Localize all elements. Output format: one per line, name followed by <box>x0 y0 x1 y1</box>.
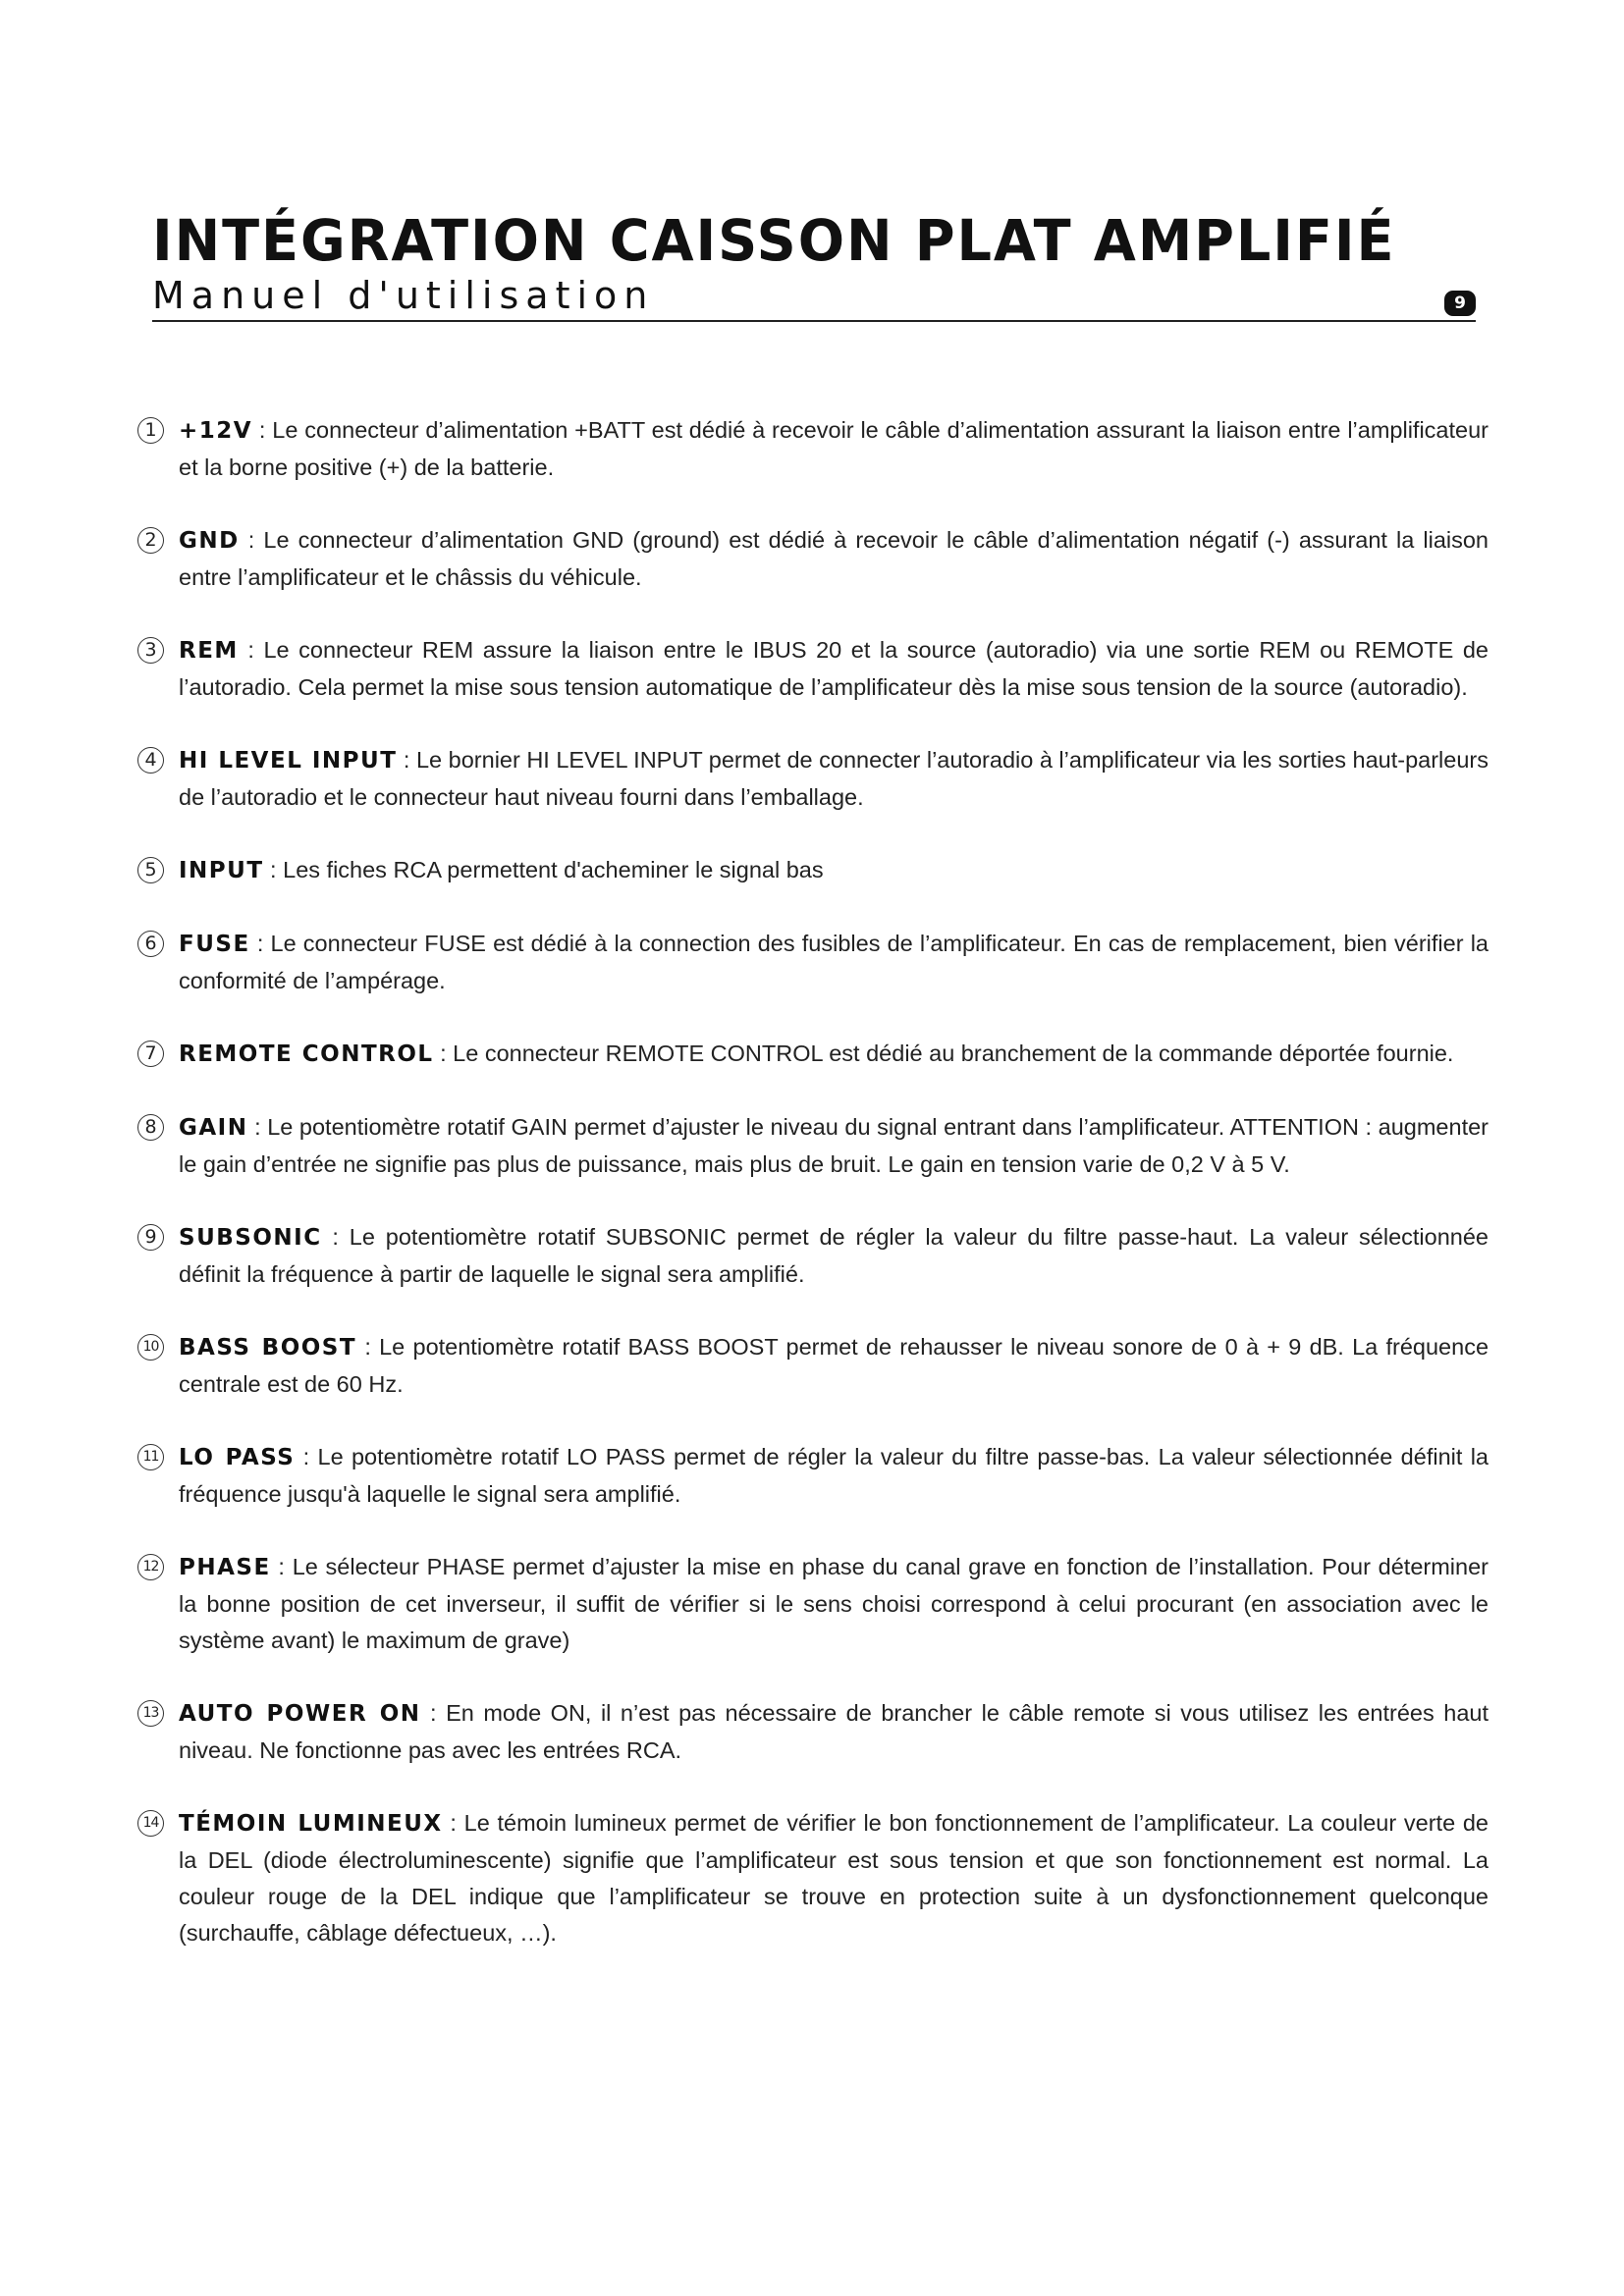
item-separator: : <box>295 1444 318 1469</box>
item-term: INPUT <box>179 858 264 883</box>
item-number-13: 13 <box>137 1700 164 1727</box>
item-number-11: 11 <box>137 1444 164 1470</box>
item-separator: : <box>239 527 264 553</box>
list-item-4 <box>137 742 1489 816</box>
list-item-12 <box>137 1549 1489 1659</box>
item-separator: : <box>397 747 416 773</box>
list-item-14 <box>137 1805 1489 1951</box>
list-item-6 <box>137 926 1489 999</box>
list-item-13 <box>137 1695 1489 1769</box>
item-number-3: 3 <box>137 637 164 664</box>
item-number-10: 10 <box>137 1334 164 1361</box>
item-separator: : <box>356 1334 380 1360</box>
subtitle-row <box>152 273 1476 322</box>
item-separator: : <box>247 1114 268 1140</box>
item-number-14: 14 <box>137 1810 164 1837</box>
item-number-1: 1 <box>137 417 164 444</box>
item-description: Le sélecteur PHASE permet d’ajuster la mise en phase du canal grave en fonction de l’installation. Pour déterminer la bonne position de cet inverseur, il suffit de vérifier si le sens choisi correspond à celui procurant (en association avec le système avant) le maximum de grave) <box>179 1554 1489 1653</box>
item-description: En mode ON, il n’est pas nécessaire de brancher le câble remote si vous utilisez les entrées haut niveau. Ne fonctionne pas avec les entrées RCA. <box>179 1700 1489 1763</box>
item-term: +12V <box>179 418 253 444</box>
item-description: Le connecteur d’alimentation GND (ground) est dédié à recevoir le câble d’alimentation négatif (-) assurant la liaison entre l’amplificateur et le châssis du véhicule. <box>179 527 1489 590</box>
list-item-10 <box>137 1329 1489 1403</box>
item-term: AUTO POWER ON <box>179 1701 421 1727</box>
list-item-5 <box>137 852 1489 889</box>
item-term: REMOTE CONTROL <box>179 1041 434 1067</box>
list-item-1 <box>137 412 1489 486</box>
item-description: Les fiches RCA permettent d'acheminer le signal bas <box>283 857 824 882</box>
item-separator: : <box>321 1224 350 1250</box>
item-separator: : <box>420 1700 447 1726</box>
item-separator: : <box>252 417 273 443</box>
item-term: GND <box>179 528 240 554</box>
item-description: Le potentiomètre rotatif SUBSONIC permet de régler la valeur du filtre passe-haut. La valeur sélectionnée définit la fréquence à partir de laquelle le signal sera amplifié. <box>179 1224 1489 1287</box>
item-description: Le connecteur REM assure la liaison entre le IBUS 20 et la source (autoradio) via une sortie REM ou REMOTE de l’autoradio. Cela permet la mise sous tension automatique de l’amplificateur dès la mise sous tension de la source (autoradio). <box>179 637 1489 700</box>
item-term: REM <box>179 638 239 664</box>
item-number-2: 2 <box>137 527 164 554</box>
page-number-badge: 9 <box>1444 291 1476 316</box>
list-item-3 <box>137 632 1489 706</box>
item-description: Le potentiomètre rotatif LO PASS permet de régler la valeur du filtre passe-bas. La valeur sélectionnée définit la fréquence jusqu'à laquelle le signal sera amplifié. <box>179 1444 1489 1507</box>
item-separator: : <box>270 1554 293 1579</box>
page-subtitle: Manuel d'utilisation <box>152 274 655 317</box>
item-description: Le bornier HI LEVEL INPUT permet de connecter l’autoradio à l’amplificateur via les sorties haut-parleurs de l’autoradio et le connecteur haut niveau fourni dans l’emballage. <box>179 747 1489 810</box>
item-description: Le connecteur FUSE est dédié à la connection des fusibles de l’amplificateur. En cas de remplacement, bien vérifier la conformité de l’ampérage. <box>179 931 1489 993</box>
item-list <box>137 412 1489 1988</box>
page-header <box>152 208 1476 322</box>
item-separator: : <box>263 857 284 882</box>
item-term: FUSE <box>179 932 250 957</box>
item-number-12: 12 <box>137 1554 164 1580</box>
list-item-11 <box>137 1439 1489 1513</box>
item-term: TÉMOIN LUMINEUX <box>179 1811 443 1837</box>
item-term: GAIN <box>179 1115 248 1141</box>
item-description: Le potentiomètre rotatif GAIN permet d’ajuster le niveau du signal entrant dans l’amplificateur. ATTENTION : augmenter le gain d’entrée ne signifie pas plus de puissance, mais plus de bruit. Le gain en tension varie de 0,2 V à 5 V. <box>179 1114 1489 1177</box>
item-separator: : <box>249 931 271 956</box>
item-description: Le connecteur d’alimentation +BATT est dédié à recevoir le câble d’alimentation assurant la liaison entre l’amplificateur et la borne positive (+) de la batterie. <box>179 417 1489 480</box>
list-item-9 <box>137 1219 1489 1293</box>
list-item-8 <box>137 1109 1489 1183</box>
page-title: INTÉGRATION CAISSON PLAT AMPLIFIÉ <box>152 207 1396 274</box>
list-item-7 <box>137 1036 1489 1073</box>
item-term: HI LEVEL INPUT <box>179 748 398 774</box>
item-number-7: 7 <box>137 1041 164 1067</box>
item-term: SUBSONIC <box>179 1225 322 1251</box>
item-separator: : <box>442 1810 464 1836</box>
item-separator: : <box>433 1041 454 1066</box>
item-number-9: 9 <box>137 1224 164 1251</box>
item-description: Le connecteur REMOTE CONTROL est dédié au branchement de la commande déportée fournie. <box>453 1041 1454 1066</box>
item-number-6: 6 <box>137 931 164 957</box>
item-term: BASS BOOST <box>179 1335 357 1361</box>
item-separator: : <box>238 637 264 663</box>
item-description: Le potentiomètre rotatif BASS BOOST permet de rehausser le niveau sonore de 0 à + 9 dB. La fréquence centrale est de 60 Hz. <box>179 1334 1489 1397</box>
item-number-4: 4 <box>137 747 164 774</box>
list-item-2 <box>137 522 1489 596</box>
item-number-8: 8 <box>137 1114 164 1141</box>
item-term: LO PASS <box>179 1445 296 1470</box>
item-description: Le témoin lumineux permet de vérifier le bon fonctionnement de l’amplificateur. La couleur verte de la DEL (diode électroluminescente) signifie que l’amplificateur est sous tension et que son fonctionnement est normal. La couleur rouge de la DEL indique que l’amplificateur se trouve en protection suite à un dysfonctionnement quelconque (surchauffe, câblage défectueux, …). <box>179 1810 1489 1946</box>
item-term: PHASE <box>179 1555 271 1580</box>
item-number-5: 5 <box>137 857 164 883</box>
